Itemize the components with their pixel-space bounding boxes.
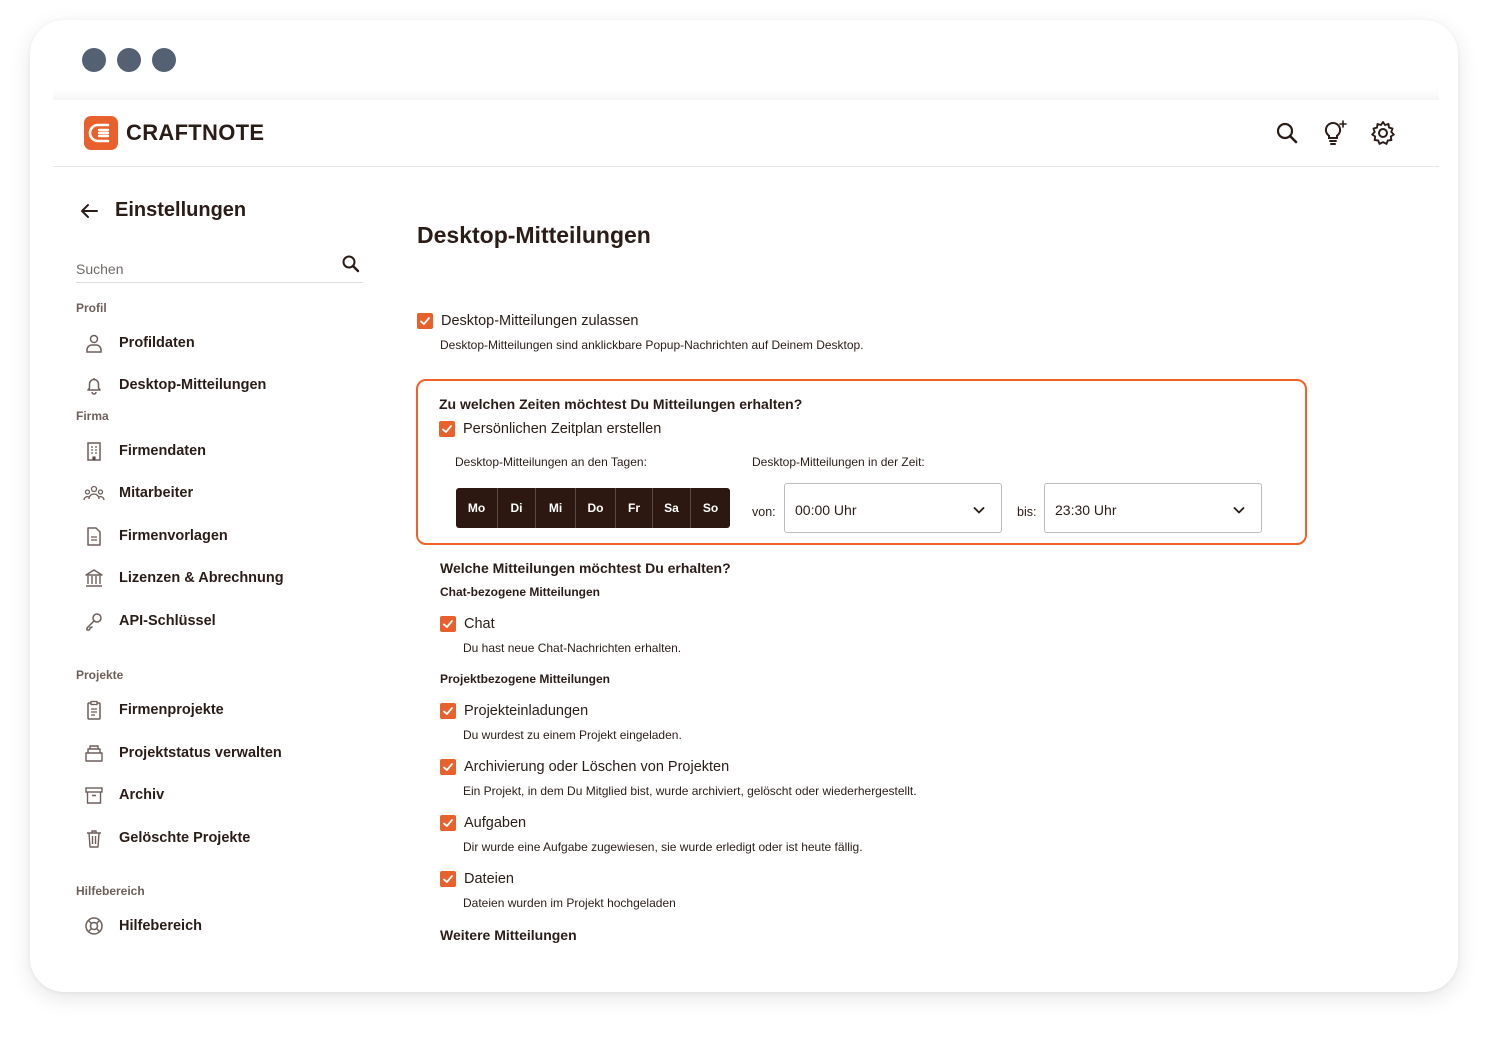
files-description: Dateien wurden im Projekt hochgeladen — [463, 896, 676, 910]
gear-icon[interactable] — [1369, 119, 1397, 147]
sidebar-item-label: Firmenvorlagen — [119, 528, 228, 544]
chat-description: Du hast neue Chat-Nachrichten erhalten. — [463, 641, 682, 655]
project-invites-description: Du wurdest zu einem Projekt eingeladen. — [463, 728, 682, 742]
day-button[interactable]: So — [702, 501, 719, 515]
window-controls — [82, 48, 176, 72]
checkbox-label: Persönlichen Zeitplan erstellen — [463, 421, 662, 437]
sidebar-item-label: Mitarbeiter — [119, 485, 194, 501]
settings-sidebar — [53, 167, 393, 966]
checkbox-checked-icon[interactable] — [439, 421, 455, 437]
arrow-left-icon[interactable] — [79, 203, 99, 219]
status-icon — [83, 742, 105, 764]
days-label: Desktop-Mitteilungen an den Tagen: — [455, 455, 647, 469]
checkbox-label: Desktop-Mitteilungen zulassen — [441, 313, 639, 329]
clipboard-icon — [83, 699, 105, 721]
archive-icon — [83, 784, 105, 806]
sidebar-item-label: Hilfebereich — [119, 918, 202, 934]
window-dot[interactable] — [82, 48, 106, 72]
sidebar-item-geloeschte-projekte[interactable] — [83, 827, 250, 849]
person-icon — [83, 332, 105, 354]
section-label-profil: Profil — [76, 301, 107, 315]
schedule-panel — [416, 379, 1307, 545]
checkbox-checked-icon[interactable] — [417, 313, 433, 329]
window-dot[interactable] — [152, 48, 176, 72]
sidebar-search[interactable] — [76, 251, 363, 283]
topbar — [53, 100, 1439, 167]
project-invites-checkbox[interactable] — [440, 703, 588, 719]
checkbox-checked-icon[interactable] — [440, 815, 456, 831]
files-checkbox[interactable] — [440, 871, 514, 887]
day-button[interactable]: Mi — [536, 488, 576, 528]
sidebar-item-hilfebereich[interactable] — [83, 915, 202, 937]
checkbox-checked-icon[interactable] — [440, 703, 456, 719]
day-button[interactable]: Do — [576, 488, 616, 528]
building-icon — [83, 440, 105, 462]
schedule-heading: Zu welchen Zeiten möchtest Du Mitteilungen erhalten? — [439, 396, 803, 412]
chat-checkbox[interactable] — [440, 616, 495, 632]
brand-logo[interactable] — [84, 116, 264, 150]
key-icon — [83, 610, 105, 632]
weekday-selector — [456, 488, 730, 528]
allow-notifications-checkbox[interactable] — [417, 313, 638, 329]
checkbox-checked-icon[interactable] — [440, 759, 456, 775]
sidebar-item-label: Projektstatus verwalten — [119, 745, 282, 761]
to-label: bis: — [1017, 505, 1037, 519]
day-button[interactable]: Di — [498, 488, 536, 528]
project-section-heading: Projektbezogene Mitteilungen — [440, 672, 611, 686]
sidebar-item-desktop-mitteilungen[interactable] — [83, 374, 266, 396]
app-window — [53, 100, 1439, 966]
checkbox-label: Projekteinladungen — [464, 703, 589, 719]
sidebar-title: Einstellungen — [115, 199, 247, 221]
topbar-actions — [1273, 119, 1397, 147]
lifebuoy-icon — [83, 915, 105, 937]
search-input[interactable]: Suchen — [76, 261, 124, 277]
bell-icon — [83, 374, 105, 396]
trash-icon — [83, 827, 105, 849]
sidebar-item-lizenzen[interactable] — [83, 567, 284, 589]
search-icon[interactable] — [1273, 119, 1301, 147]
checkbox-label: Aufgaben — [464, 815, 527, 831]
time-label: Desktop-Mitteilungen in der Zeit: — [752, 455, 925, 469]
to-time-select[interactable] — [1044, 483, 1262, 533]
more-notifications-heading: Weitere Mitteilungen — [440, 927, 577, 943]
sidebar-item-label: Archiv — [119, 787, 165, 803]
day-button[interactable]: Mo — [456, 488, 498, 528]
tasks-description: Dir wurde eine Aufgabe zugewiesen, sie wurde erledigt oder ist heute fällig. — [463, 840, 863, 854]
day-button[interactable]: Fr — [616, 488, 653, 528]
sidebar-item-label: Profildaten — [119, 335, 195, 351]
sidebar-item-firmenprojekte[interactable] — [83, 699, 224, 721]
sidebar-item-firmenvorlagen[interactable] — [83, 525, 228, 547]
to-time-value: 23:30 Uhr — [1055, 502, 1117, 518]
sidebar-item-api-schluessel[interactable] — [83, 610, 216, 632]
checkbox-checked-icon[interactable] — [440, 616, 456, 632]
checkbox-label: Chat — [464, 616, 495, 632]
page-title: Desktop-Mitteilungen — [417, 222, 651, 248]
sidebar-item-profildaten[interactable] — [83, 332, 195, 354]
settings-content — [416, 167, 1416, 966]
window-dot[interactable] — [117, 48, 141, 72]
from-time-value: 00:00 Uhr — [795, 502, 857, 518]
sidebar-item-archiv[interactable] — [83, 784, 164, 806]
sidebar-item-label: Firmenprojekte — [119, 702, 224, 718]
team-icon — [83, 482, 105, 504]
project-archive-checkbox[interactable] — [440, 759, 729, 775]
from-time-select[interactable] — [784, 483, 1002, 533]
checkbox-label: Dateien — [464, 871, 514, 887]
checkbox-label: Archivierung oder Löschen von Projekten — [464, 759, 730, 775]
sidebar-item-label: Lizenzen & Abrechnung — [119, 570, 284, 586]
sidebar-item-label: API-Schlüssel — [119, 613, 216, 629]
checkbox-checked-icon[interactable] — [440, 871, 456, 887]
allow-description: Desktop-Mitteilungen sind anklickbare Popup-Nachrichten auf Deinem Desktop. — [440, 338, 864, 352]
sidebar-item-label: Firmendaten — [119, 443, 207, 459]
sidebar-item-label: Gelöschte Projekte — [119, 830, 251, 846]
bank-icon — [83, 567, 105, 589]
search-icon[interactable] — [341, 254, 361, 279]
section-label-hilfebereich: Hilfebereich — [76, 884, 145, 898]
chat-section-heading: Chat-bezogene Mitteilungen — [440, 585, 600, 599]
tasks-checkbox[interactable] — [440, 815, 526, 831]
sidebar-item-mitarbeiter[interactable] — [83, 482, 193, 504]
project-archive-description: Ein Projekt, in dem Du Mitglied bist, wurde archiviert, gelöscht oder wiederhergestellt. — [463, 784, 917, 798]
day-button[interactable]: Sa — [653, 488, 691, 528]
which-notifications-heading: Welche Mitteilungen möchtest Du erhalten? — [440, 560, 731, 576]
chevron-down-icon — [1233, 502, 1245, 520]
sidebar-item-label: Desktop-Mitteilungen — [119, 377, 267, 393]
brand-name: CRAFTNOTE — [126, 120, 265, 145]
lightbulb-icon[interactable] — [1321, 119, 1349, 147]
sidebar-item-projektstatus[interactable] — [83, 742, 282, 764]
craftnote-logo-icon — [84, 116, 118, 150]
section-label-projekte: Projekte — [76, 668, 124, 682]
from-label: von: — [752, 505, 776, 519]
personal-schedule-checkbox[interactable] — [439, 421, 661, 437]
back-to-app[interactable] — [79, 199, 246, 222]
sidebar-item-firmendaten[interactable] — [83, 440, 206, 462]
chevron-down-icon — [973, 502, 985, 520]
section-label-firma: Firma — [76, 409, 109, 423]
window-frame — [30, 20, 1458, 992]
document-icon — [83, 525, 105, 547]
